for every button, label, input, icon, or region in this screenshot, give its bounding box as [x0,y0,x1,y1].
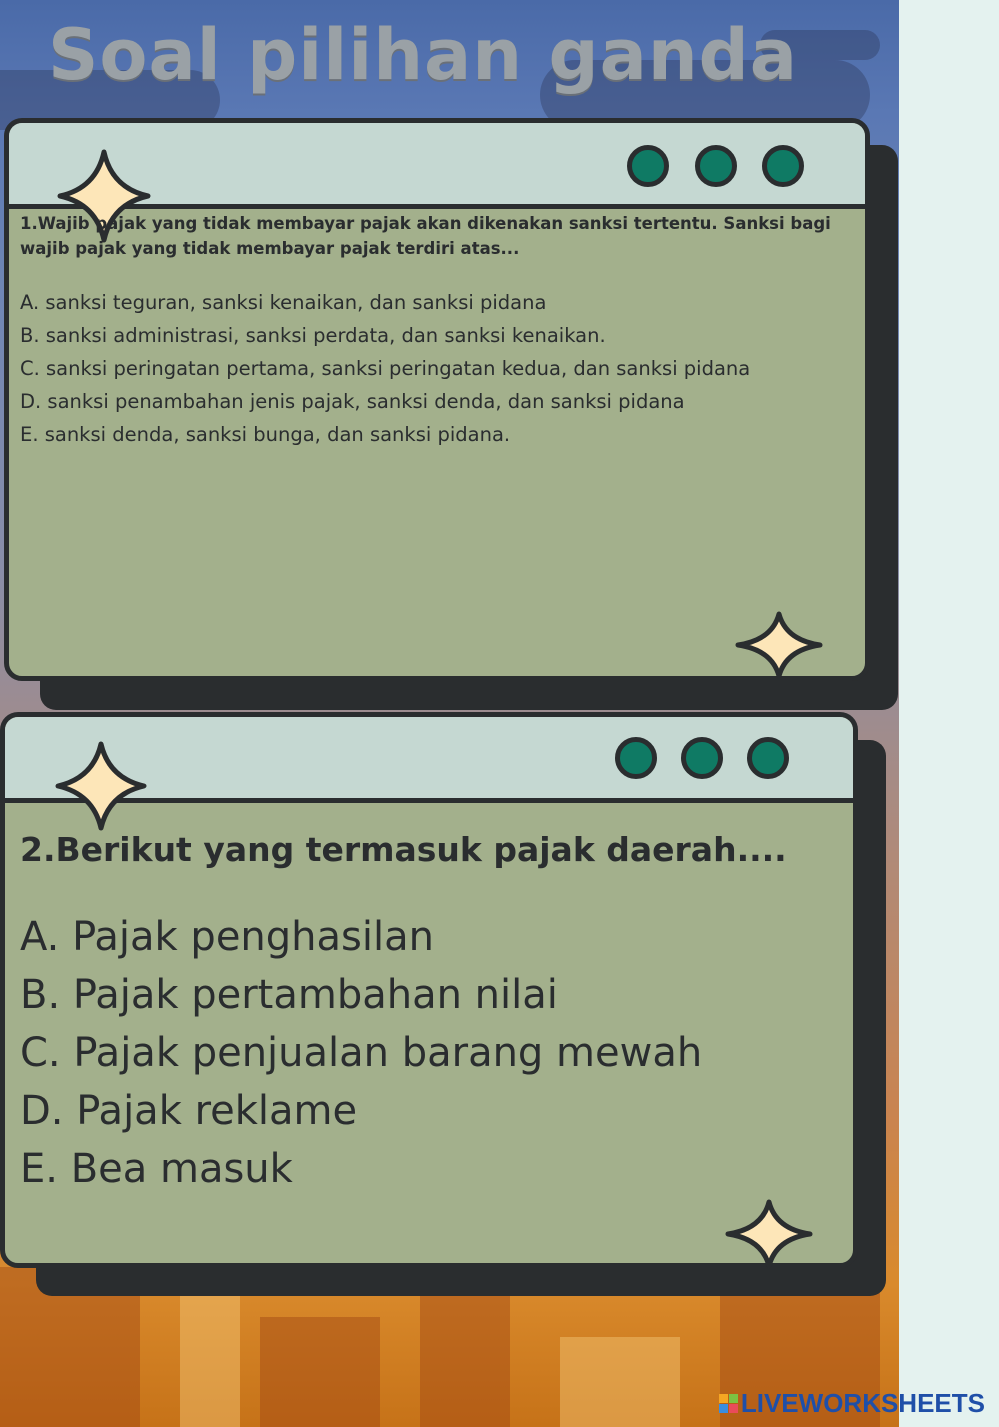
question-1-option-d[interactable]: D. sanksi penambahan jenis pajak, sanksi denda, dan sanksi pidana [20,390,685,413]
question-2-option-b[interactable]: B. Pajak pertambahan nilai [20,972,558,1018]
question-1-option-a[interactable]: A. sanksi teguran, sanksi kenaikan, dan sanksi pidana [20,291,547,314]
liveworksheets-logo-icon [719,1394,738,1413]
page-title: Soal pilihan ganda [48,14,798,96]
window-dot-icon [681,737,723,779]
window-dot-icon [762,145,804,187]
window-dot-icon [627,145,669,187]
question-2-option-d[interactable]: D. Pajak reklame [20,1088,358,1134]
question-2-option-c[interactable]: C. Pajak penjualan barang mewah [20,1030,703,1076]
window-dot-icon [695,145,737,187]
window-dot-icon [747,737,789,779]
sparkle-icon [734,610,824,680]
question-1-option-b[interactable]: B. sanksi administrasi, sanksi perdata, dan sanksi kenaikan. [20,324,606,347]
liveworksheets-watermark [719,1388,985,1419]
sparkle-icon [54,740,148,832]
question-2-option-e[interactable]: E. Bea masuk [20,1146,293,1192]
question-2-prompt: 2.Berikut yang termasuk pajak daerah.... [20,830,787,869]
question-1-option-c[interactable]: C. sanksi peringatan pertama, sanksi peringatan kedua, dan sanksi pidana [20,357,751,380]
watermark-text: LIVEWORKSHEETS [740,1388,985,1418]
window-dot-icon [615,737,657,779]
sparkle-icon [724,1198,814,1270]
question-1-prompt: 1.Wajib pajak yang tidak membayar pajak akan dikenakan sanksi tertentu. Sanksi bagi wajib pajak yang tidak membayar pajak terdiri atas... [20,214,831,258]
question-2-option-a[interactable]: A. Pajak penghasilan [20,914,434,960]
question-1-option-e[interactable]: E. sanksi denda, sanksi bunga, dan sanksi pidana. [20,423,511,446]
